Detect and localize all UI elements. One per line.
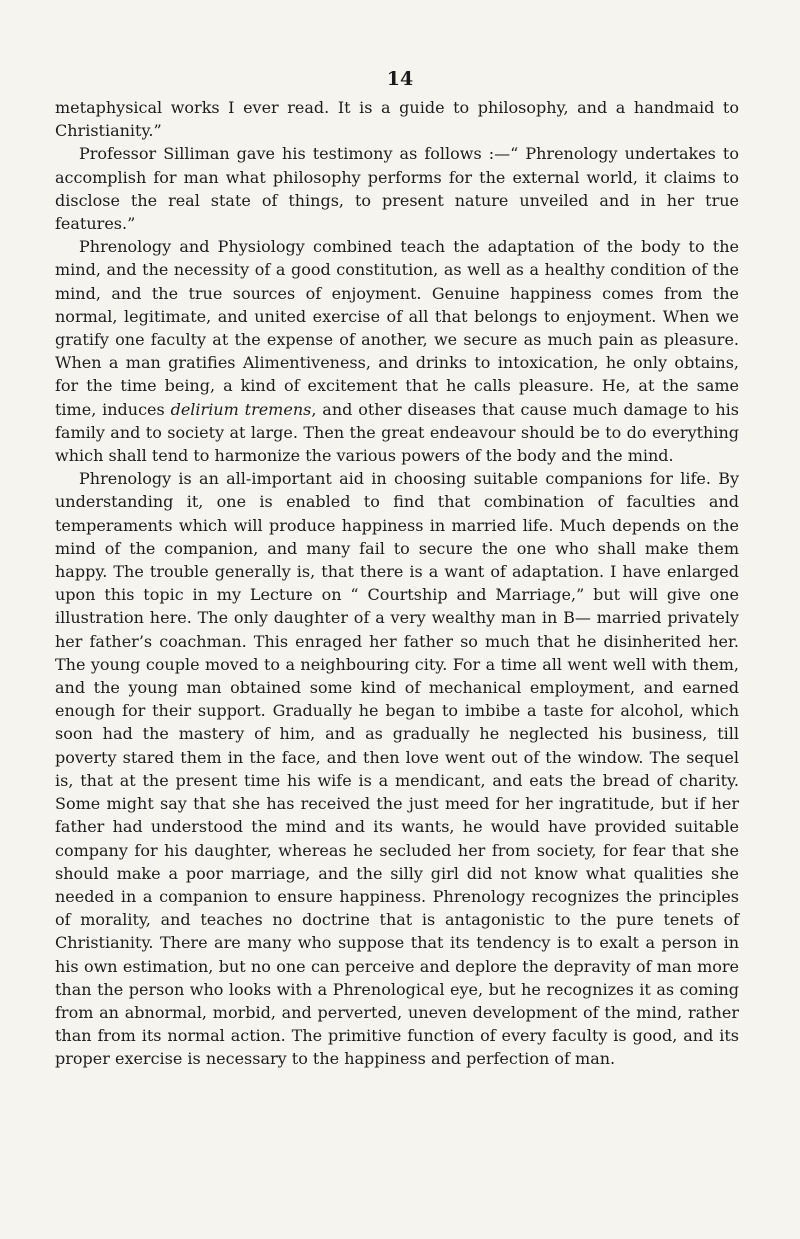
- text-run: metaphysical works I ever read. It is a guide to philosophy, and a handmaid to Christianity.”: [55, 98, 739, 141]
- italic-term: delirium tremens: [170, 399, 312, 419]
- text-run: Phrenology is an all-important aid in choosing suitable companions for life. By understanding it, one is enabled to find that combination of faculties and temperaments which will produce happiness in married life. Much depends on the mind of the companion, and many fail to secure the one who shall make them happy. The trouble generally is, that there is a want of adaptation. I have enlarged upon this topic in my Lecture on “ Courtship and Marriage,” but will give one illustration here. The only daughter of a very wealthy man in B— married privately her father’s coachman. This enraged her father so much that he disinherited her. The young couple moved to a neighbouring city. For a time all went well with them, and the young man obtained some kind of mechanical employment, and earned enough for their support. Gradually he began to imbibe a taste for alcohol, which soon had the mastery of him, and as gradually he neglected his business, till poverty stared them in the face, and then love went out of the window. The sequel is, that at the present time his wife is a mendicant, and eats the bread of charity. Some might say that she has received the just meed for her ingratitude, but if her father had understood the mind and its wants, he would have provided suitable company for his daughter, whereas he secluded her from society, for fear that she should make a poor marriage, and the silly girl did not know what qualities she needed in a companion to ensure happiness. Phrenology recognizes the principles of morality, and teaches no doctrine that is antagonistic to the pure tenets of Christianity. There are many who suppose that its tendency is to exalt a person in his own estimation, but no one can perceive and deplore the depravity of man more than the person who looks with a Phrenological eye, but he recognizes it as coming from an abnormal, morbid, and perverted, uneven development of the mind, rather than from its normal action. The primitive function of every faculty is good, and its proper exercise is necessary to the happiness and perfection of man.: [55, 469, 739, 1069]
- paragraph-continuation: [55, 96, 739, 142]
- text-run: Phrenology and Physiology combined teach the adaptation of the body to the mind, and the necessity of a good constitution, as well as a healthy condition of the mind, and the true sources of enjoyment. Genuine happiness comes from the normal, legitimate, and united exercise of all that belongs to enjoyment. When we gratify one faculty at the expense of another, we secure as much pain as pleasure. When a man gratifies Alimentiveness, and drinks to intoxication, he only obtains, for the time being, a kind of excitement that he calls pleasure. He, at the same time, induces: [55, 237, 739, 419]
- text-run: Professor Silliman gave his testimony as follows :—“ Phrenology undertakes to accomplish for man what philosophy performs for the external world, it claims to disclose the real state of things, to present nature unveiled and in her true features.”: [55, 144, 739, 234]
- paragraph-phrenology-physiology: [55, 235, 739, 467]
- body-text: [55, 96, 739, 1071]
- paragraph-silliman-testimony: [55, 142, 739, 235]
- text-run: , and other diseases that cause much damage to his family and to society at large. Then the great endeavour should be to do everything which shall tend to harmonize the various powers of the body and the mind.: [55, 399, 739, 466]
- page-number: 14: [386, 68, 414, 90]
- paragraph-choosing-companions: [55, 467, 739, 1070]
